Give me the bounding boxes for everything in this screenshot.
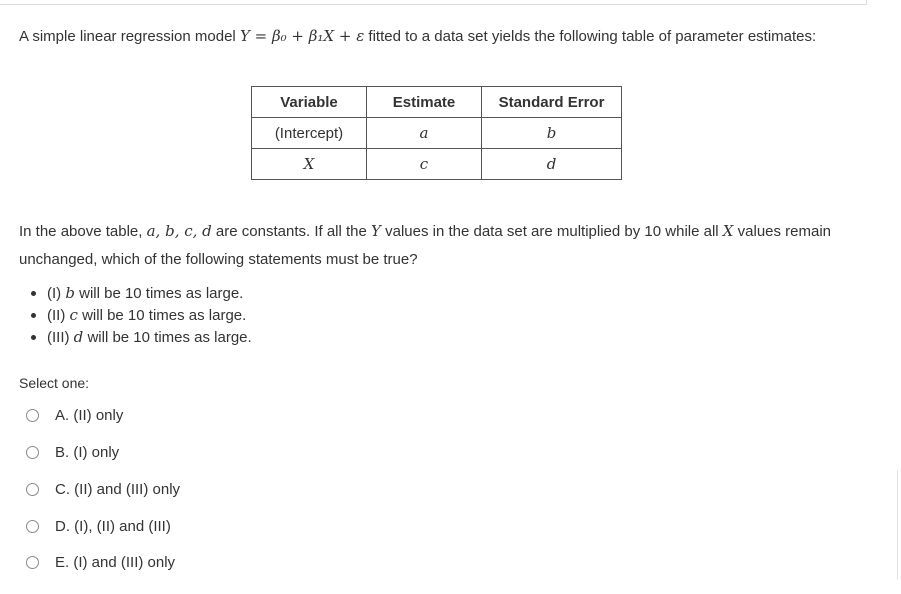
intro-text-after: fitted to a data set yields the following table of parameter estimates: [364,28,817,45]
question-text [19,217,879,274]
statement-suffix: will be 10 times as large. [83,329,252,346]
cell-variable: X [252,149,367,180]
table-header-row [252,87,622,118]
regression-formula: Y = β₀ + β₁X + ε [239,27,365,45]
radio-button-b[interactable] [26,446,39,459]
question-part: are constants. If all the [211,223,372,240]
statement-suffix: will be 10 times as large. [77,307,247,324]
radio-button-a[interactable] [26,409,39,422]
radio-button-e[interactable] [26,556,39,569]
statement-prefix: (I) [47,285,66,302]
statement-prefix: (II) [47,307,70,324]
var-y: Y [371,222,381,240]
statement-item [19,326,252,348]
header-variable: Variable [252,87,367,118]
question-part: In the above table, [19,223,147,240]
option-c-label[interactable]: C. (II) and (III) only [55,481,181,498]
bullet-icon [31,335,36,340]
cell-variable: (Intercept) [252,118,367,149]
right-edge-line [897,470,898,580]
constants-list: a, b, c, d [146,222,212,240]
parameter-estimates-table [251,86,622,180]
select-one-label: Select one: [19,375,90,391]
bullet-icon [31,313,36,318]
table-row [252,118,622,149]
var-x: X [722,222,734,240]
statement-var: c [69,306,78,324]
statement-var: d [73,328,84,346]
statement-prefix: (III) [47,329,74,346]
statement-item [19,282,252,304]
header-standard-error: Standard Error [482,87,622,118]
table-row [252,149,622,180]
statement-suffix: will be 10 times as large. [74,285,244,302]
question-part: values in the data set are multiplied by 10 while all [380,223,723,240]
cell-standard-error: d [482,149,622,180]
top-divider [0,0,867,5]
option-e-label[interactable]: E. (I) and (III) only [55,554,176,571]
radio-button-c[interactable] [26,483,39,496]
option-a-label[interactable]: A. (II) only [55,407,124,424]
statement-var: b [65,284,75,302]
header-estimate: Estimate [367,87,482,118]
cell-standard-error: b [482,118,622,149]
statement-list [19,282,252,348]
option-b-label[interactable]: B. (I) only [55,444,120,461]
radio-button-d[interactable] [26,520,39,533]
option-d-label[interactable]: D. (I), (II) and (III) [55,518,171,535]
question-part: values remain unchanged, which of the following statements must be true? [19,223,832,268]
cell-estimate: a [367,118,482,149]
intro-text-before: A simple linear regression model [19,28,240,45]
bullet-icon [31,291,36,296]
cell-estimate: c [367,149,482,180]
question-intro [19,22,819,51]
statement-item [19,304,252,326]
